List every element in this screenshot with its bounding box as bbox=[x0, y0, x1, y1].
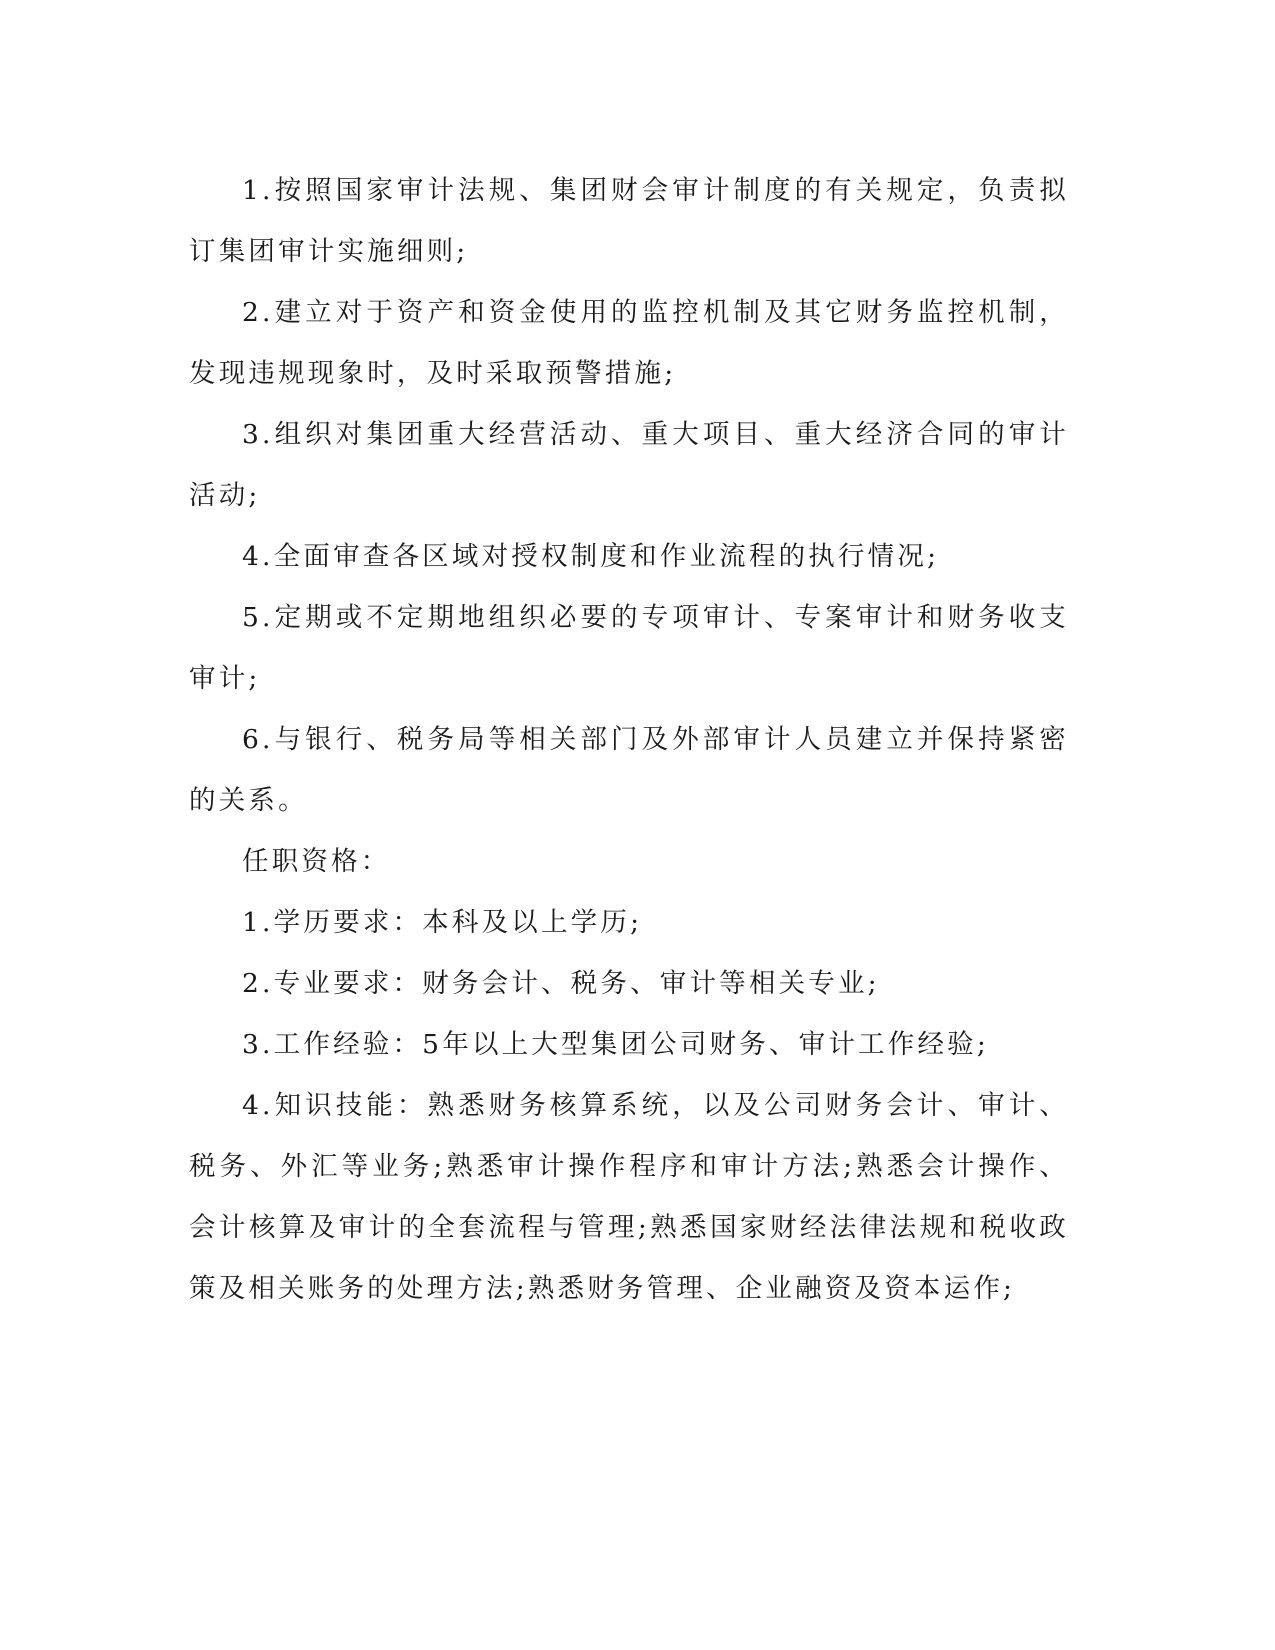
document-body bbox=[189, 160, 1069, 1319]
qualification-item-2: 2.专业要求：财务会计、税务、审计等相关专业; bbox=[242, 968, 880, 999]
duty-item-3: 3.组织对集团重大经营活动、重大项目、重大经济合同的审计活动; bbox=[189, 419, 1069, 511]
duty-item-5: 5.定期或不定期地组织必要的专项审计、专案审计和财务收支审计; bbox=[189, 602, 1069, 694]
duty-item-4: 4.全面审查各区域对授权制度和作业流程的执行情况; bbox=[242, 541, 940, 572]
duty-item-1: 1.按照国家审计法规、集团财会审计制度的有关规定，负责拟订集团审计实施细则; bbox=[189, 175, 1069, 267]
qualification-item-3: 3.工作经验：5年以上大型集团公司财务、审计工作经验; bbox=[242, 1029, 989, 1060]
duty-item-6: 6.与银行、税务局等相关部门及外部审计人员建立并保持紧密的关系。 bbox=[189, 724, 1069, 816]
duty-item-2: 2.建立对于资产和资金使用的监控机制及其它财务监控机制，发现违规现象时，及时采取预警措施; bbox=[189, 297, 1069, 389]
qualification-item-1: 1.学历要求：本科及以上学历; bbox=[242, 907, 643, 938]
qualifications-heading: 任职资格： bbox=[242, 846, 391, 877]
qualification-item-4: 4.知识技能：熟悉财务核算系统，以及公司财务会计、审计、税务、外汇等业务;熟悉审计操作程序和审计方法;熟悉会计操作、会计核算及审计的全套流程与管理;熟悉国家财经法律法规和税收政策及相关账务的处理方法;熟悉财务管理、企业融资及资本运作; bbox=[189, 1090, 1069, 1304]
